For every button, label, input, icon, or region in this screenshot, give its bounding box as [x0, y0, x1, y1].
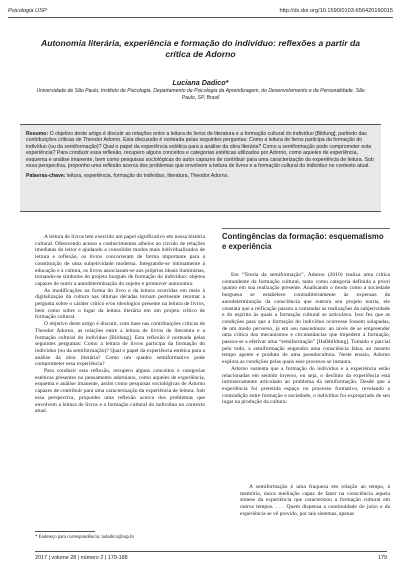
issue-info: 2017 | volume 28 | número 2 | 179-188	[35, 555, 128, 561]
author-affiliation: Universidade de São Paulo, Instituto de Psicologia, Departamento de Psicologia da Aprendizagem, do Desenvolvimento e da Personalidade. São Paulo, SP, Brasil	[36, 88, 365, 101]
doi-link[interactable]: http://dx.doi.org/10.1590/0103-656420160015	[279, 8, 393, 14]
block-quote	[240, 484, 390, 518]
section-rule	[222, 228, 390, 229]
page-number: 179	[378, 555, 387, 561]
right-column	[222, 272, 390, 406]
quote-paragraph: A semiformação é uma fraqueza em relação ao tempo, à memória, única mediação capaz de fazer na consciência aquela síntese da experiência que caracterizou a formação cultural em outros tempos. . . . Quem dispensa a continuidade do juízo e da experiência se vê provido, por tais sistemas, apenas	[240, 484, 390, 517]
author-name: Luciana Dadico*	[172, 78, 229, 87]
footnote: * Endereço para correspondência: ludadico@usp.br	[35, 535, 135, 540]
body-paragraph: O objetivo deste artigo é discutir, com base nas contribuições críticas de Theodor Adorno, as relações entre a leitura de livros de literatura e a formação cultural do indivíduo [Bildung]. Esta reflexão é norteada pelas seguintes perguntas: Como a leitura de livros participa da formação do indivíduo (ou da semiformação)? Qual o papel da experiência estética para a análise da obra literária? Como um quadro semiformativo pode comprometer essa experiência?	[35, 321, 205, 368]
footer-rule	[35, 551, 387, 552]
body-paragraph: Em “Teoria da semiformação”, Adorno (2010) realiza uma crítica contundente da formação cultural, tanto como categoria definida a priori quanto em sua realização presente. Analisando o modo como a sociedade burguesa se estabelece contraditoriamente às expensas da autodeterminação da consciência que outrora seu projeto nutria, ele constata que a reificação passou a comandar as realizações da subjetividade e do espírito às quais a formação cultural se articulava. Isso fez que as condições para que a formação do indivíduo ocorresse fossem solapadas, de um modo perverso, já em seu nascedouro: ao invés de se empreender uma crítica dos mecanismos e circunstâncias que impedem a formação, passou-se a efetivar uma “semiformação” [Halbbildung]. Tomado o parcial pelo todo, a semiformação engendra uma consciência falsa, ao mesmo tempo agente e produto de uma pseudocultura. Neste ensaio, Adorno explora as condições pelas quais esse processo se instaura.	[222, 272, 390, 366]
body-paragraph: Para conduzir esta reflexão, recupero alguns conceitos e categorias estéticas presentes no pensamento adorniano, como aqueles de experiência, esquema e análise imanente, assim como pesquisas sociológicas de Adorno capazes de contribuir para uma caracterização da experiência de leitura. Sob essa perspectiva, proponho uma reflexão acerca dos problemas que envolvem a leitura de livros e a formação cultural do indivíduo no contexto atual.	[35, 368, 205, 415]
body-paragraph: As modificações na forma do livro e da leitura ocorridas em meio à digitalização da cultura nas últimas décadas tornam pertinente retomar a pergunta sobre o caráter crítico e/ou ideológico presente na leitura de livros, bem como sobre o lugar da leitura literária em um projeto crítico de formação cultural.	[35, 287, 205, 321]
journal-name: Psicologia USP	[8, 8, 47, 14]
abstract-label: Resumo:	[26, 131, 49, 137]
abstract-text: O objetivo deste artigo é discutir as relações entre a leitura de livros de literatura e a formação cultural do indivíduo [Bildung], partindo das contribuições críticas de Theodor Adorno. Esta discussão é norteada pelas seguintes perguntas: Como a leitura de livros participa da formação do indivíduo (ou da semiformação)? Qual o papel da experiência estética para a análise da obra literária? Como a semiformação pode comprometer esta experiência? Para conduzir essa reflexão, recupero alguns conceitos e categorias estéticas utilizados por Adorno, como aqueles de experiência, esquema e análise imanente, bem como pesquisas sociológicas do autor capazes de contribuir para uma caracterização da experiência de leitura. Sob essa perspectiva, proponho uma reflexão acerca dos problemas que envolvem a leitura de livros e a formação cultural do indivíduo no contexto atual.	[26, 131, 374, 170]
body-paragraph: A leitura de livros tem exercido um papel significativo em nossa história cultural. Oferecendo acesso a conhecimentos alheios ao círculo de relações imediatas do leitor e ajudando a consolidar modos mais individualizados de leitura e reflexão, os livros concorreram de forma importante para a constituição de uma subjetividade moderna. Integrando-se intimamente à educação e à cultura, os livros associaram-se aos próprios ideais iluministas, tornando-se símbolos do projeto burguês de formação do indivíduo: objetos capazes de nutrir a autodeterminação do sujeito e promover autonomia.	[35, 234, 205, 287]
article-title: Autonomia literária, experiência e formação do indivíduo: reflexões a partir da crítica de Adorno	[40, 38, 360, 59]
keywords-text: leitura, experiência, formação do indivíduo, literatura, Theodor Adorno.	[66, 173, 229, 180]
page-header	[8, 6, 393, 18]
footnote-rule	[35, 531, 95, 532]
abstract-paragraph	[26, 131, 375, 169]
page-footer	[35, 551, 387, 563]
abstract-box	[20, 124, 381, 212]
header-rule	[8, 17, 393, 18]
keywords-paragraph	[26, 173, 375, 179]
body-paragraph: Adorno sustenta que a formação do indivíduo e a experiência estão relacionadas em sentido inverso, ou seja, o declínio da experiência está intrinsecamente articulado ao problema da semiformação. Desde que a experiência foi preterida espaço no processo formativo, revelando a contradição entre formação e sociedade, o indivíduo foi expropriado de seu lugar na produção da cultura:	[222, 365, 390, 406]
left-column	[35, 234, 205, 415]
keywords-label: Palavras-chave:	[26, 173, 66, 180]
section-heading: Contingências da formação: esquematismo e experiência	[222, 232, 384, 251]
